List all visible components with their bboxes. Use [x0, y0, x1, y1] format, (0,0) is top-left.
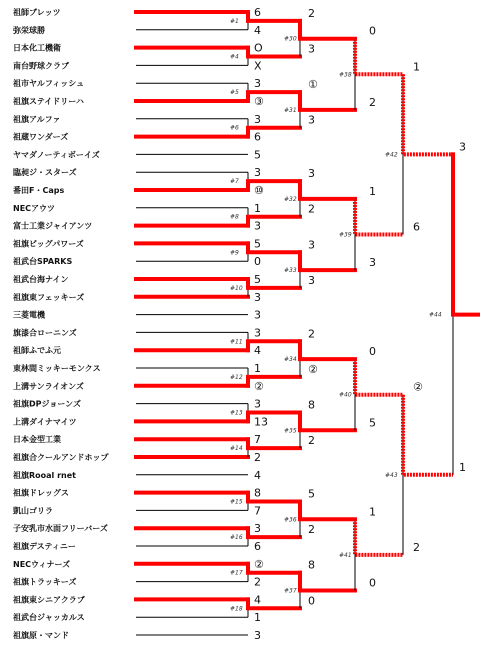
team-name: 祖旗ドレッグス [13, 488, 69, 498]
team-name: 上溝サンライオンズ [13, 381, 84, 391]
r1-score: 3 [254, 326, 261, 340]
r1-score: 3 [254, 77, 261, 91]
r3-score: 2 [369, 95, 376, 109]
r2-score: ② [308, 362, 318, 376]
team-name: 祖武台ジャッカルス [13, 613, 85, 623]
r2-winner-path [300, 181, 355, 199]
team-name: 旗漆合ローニンズ [13, 328, 77, 338]
r2-score: 2 [308, 327, 315, 341]
r3-winner-path [355, 39, 403, 75]
match-number: #38 [339, 71, 352, 79]
team-name: 上溝ダイナマイツ [13, 417, 77, 427]
r1-score: 5 [254, 273, 261, 286]
r1-score: 3 [254, 166, 261, 180]
match-number: #15 [230, 498, 243, 506]
r1-score: 3 [254, 397, 261, 411]
r3-winner-path [355, 199, 403, 235]
team-name: 祖旗アルファ [13, 114, 61, 124]
team-name: 祖市ヤルフィッシュ [13, 79, 85, 89]
match-number: #10 [230, 284, 243, 292]
match-number: #12 [230, 373, 243, 381]
r2-score: 3 [308, 273, 315, 287]
r4-winner-path [403, 74, 453, 154]
team-name: 弥栄球勝 [13, 25, 45, 35]
r2-score: 2 [308, 523, 315, 537]
r1-score: 5 [254, 148, 261, 162]
team-name: 祖旗トラッキーズ [13, 577, 77, 587]
match-number: #16 [230, 534, 243, 542]
r1-score: 0 [254, 255, 261, 269]
team-name: 富士工業ジャイアンツ [13, 221, 93, 231]
team-name: 祖旗原・マンド [13, 631, 69, 640]
r1-score: 3 [254, 629, 261, 642]
match-number: #40 [339, 391, 352, 399]
match-number: #11 [230, 338, 243, 346]
r1-score: 2 [254, 451, 261, 464]
final-winner-path [453, 154, 478, 314]
r2-winner-path [300, 413, 355, 431]
match-number: #4 [230, 53, 239, 61]
r3-score: 0 [369, 576, 376, 590]
r1-score: 1 [254, 611, 261, 625]
match-number: #17 [230, 569, 243, 577]
r2-winner-path [300, 341, 355, 359]
r2-score: 5 [308, 487, 315, 501]
match-number: #39 [339, 231, 352, 239]
r1-score: 4 [254, 468, 261, 482]
r1-score: 5 [254, 237, 261, 251]
r3-score: 5 [369, 416, 376, 430]
team-name: 祖旗ビッグパワーズ [13, 239, 84, 249]
match-number: #41 [339, 551, 352, 559]
match-number: #7 [230, 178, 239, 186]
match-number: #30 [284, 35, 297, 43]
team-name: 祖旗東フェッキーズ [13, 292, 85, 302]
r2-score: 8 [308, 398, 315, 412]
r2-score: 0 [308, 594, 315, 608]
r4-score: 6 [413, 220, 420, 234]
r2-winner-path [300, 92, 355, 110]
team-name: 祖武台SPARKS [13, 257, 73, 267]
r2-score: 3 [308, 113, 315, 127]
match-number: #44 [429, 311, 442, 319]
r3-score: 1 [369, 505, 376, 519]
r1-score: ② [254, 557, 264, 571]
r2-winner-path [300, 573, 355, 591]
r2-winner-path [300, 252, 355, 270]
r1-score: 6 [254, 130, 261, 144]
match-number: #18 [230, 605, 243, 613]
r3-score: 3 [369, 256, 376, 270]
team-name: ヤマダノーティボーイズ [13, 150, 100, 160]
team-name: 日本金型工業 [13, 435, 61, 445]
match-number: #1 [230, 17, 239, 25]
match-number: #37 [284, 587, 297, 595]
r4-winner-path [403, 395, 453, 475]
match-number: #9 [230, 249, 239, 257]
team-name: 祖武台海ナイン [13, 275, 69, 284]
r3-winner-path [355, 359, 403, 395]
r1-score: 6 [254, 540, 261, 553]
match-number: #14 [230, 445, 243, 453]
r1-score: 6 [254, 6, 261, 19]
r3-score: 0 [369, 345, 376, 359]
team-name: 臨昶ジ・スターズ [13, 168, 77, 178]
r4-score: 2 [413, 540, 420, 554]
team-name: 祖旗合クールアンドホップ [13, 453, 109, 462]
r3-score: 1 [369, 184, 376, 198]
match-number: #31 [284, 106, 297, 114]
r1-score: 4 [254, 23, 261, 37]
team-name: 祖旗東シニアクラブ [13, 595, 85, 605]
team-name: 祖旗ステイドリーハ [13, 97, 84, 106]
team-name: 東林間ミッキーモンクス [13, 364, 101, 373]
r2-score: ① [308, 78, 318, 92]
team-name: NECアウツ [13, 203, 56, 213]
team-name: 祖師ブレッツ [13, 8, 61, 17]
r1-score: 4 [254, 593, 261, 607]
r1-score: 2 [254, 575, 261, 589]
match-number: #42 [385, 151, 398, 159]
r1-score: ⑩ [254, 184, 264, 197]
team-name: NECウィナーズ [13, 559, 71, 569]
r1-score: 13 [254, 415, 268, 429]
r2-score: 8 [308, 558, 315, 572]
team-name: 凱山ゴリラ [13, 506, 53, 516]
match-number: #32 [284, 195, 297, 203]
match-number: #43 [385, 471, 398, 479]
match-number: #36 [284, 516, 297, 524]
match-number: #34 [284, 356, 297, 364]
team-name: 祖蔵ワンダーズ [13, 132, 69, 142]
match-number: #5 [230, 89, 239, 97]
r1-score: 3 [254, 290, 261, 304]
r2-winner-path [300, 502, 355, 520]
final-score: 1 [459, 460, 466, 474]
r1-score: 3 [254, 219, 261, 233]
r1-score: 7 [254, 504, 261, 518]
r1-score: 3 [254, 522, 261, 536]
match-number: #8 [230, 213, 239, 221]
r1-score: O [254, 41, 263, 55]
r1-score: 4 [254, 344, 261, 358]
match-number: #33 [284, 267, 297, 275]
r2-score: 3 [308, 42, 315, 56]
r1-score: 1 [254, 362, 261, 375]
r1-score: 3 [254, 112, 261, 126]
r1-score: 7 [254, 433, 261, 447]
r1-score: 3 [254, 308, 261, 322]
team-name: 祖旗DPジョーンズ [13, 399, 81, 409]
r2-score: 3 [308, 167, 315, 181]
team-name: 子安乳市水面フリーバーズ [13, 524, 108, 534]
final-score: 3 [459, 140, 466, 154]
r1-score: ③ [254, 95, 264, 108]
r2-score: 3 [308, 238, 315, 252]
match-number: #13 [230, 409, 243, 417]
r1-score: ② [254, 379, 264, 393]
r1-score: X [254, 59, 262, 73]
team-name: 日本化工機衛 [13, 43, 61, 53]
r3-score: 0 [369, 24, 376, 38]
match-number: #35 [284, 427, 297, 435]
r2-score: 2 [308, 434, 315, 448]
team-name: 祖旗デスティニー [13, 542, 76, 551]
team-name: 番田F・Caps [13, 186, 65, 195]
r1-score: 8 [254, 486, 261, 500]
team-name: 祖師ふでふ元 [13, 346, 61, 356]
r4-score: 1 [413, 60, 420, 74]
r1-score: 1 [254, 201, 261, 215]
team-name: 祖旗Rooal rnet [13, 470, 76, 480]
match-number: #6 [230, 124, 239, 132]
r2-score: 2 [308, 6, 315, 20]
team-name: 三菱電機 [13, 310, 45, 320]
r2-score: 2 [308, 202, 315, 216]
team-name: 南台野球クラブ [13, 61, 69, 71]
r2-winner-path [300, 21, 355, 39]
r3-winner-path [355, 519, 403, 555]
r4-score: ② [413, 380, 423, 394]
